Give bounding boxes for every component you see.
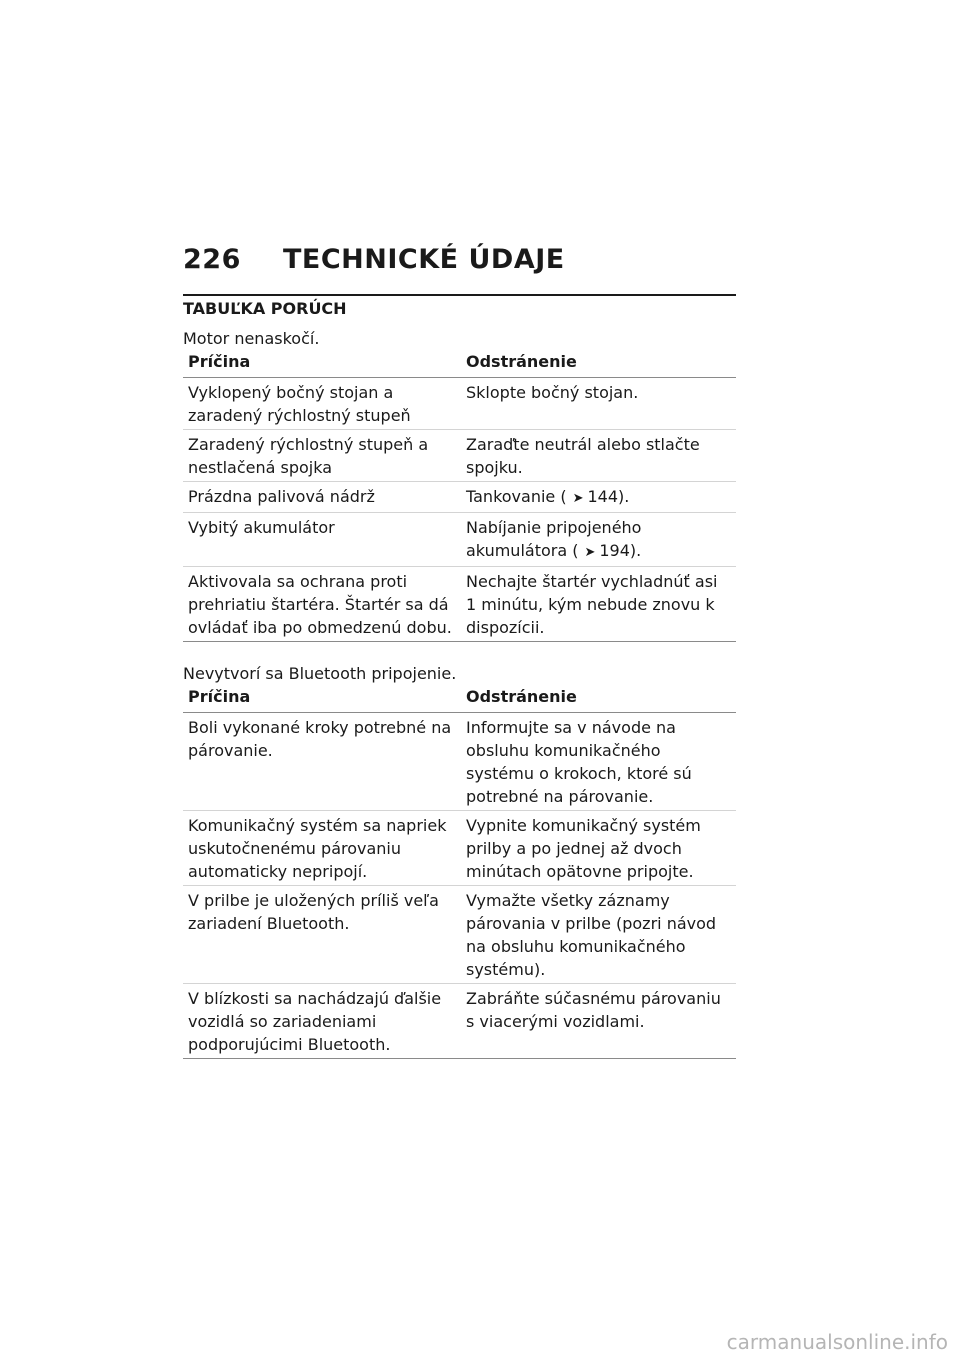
page-number: 226 — [183, 244, 241, 275]
cell-fix: Informujte sa v návode na obsluhu komunikačného systému o krokoch, ktoré sú potrebné na párovanie. — [466, 718, 692, 806]
cell-fix: Vypnite komunikačný systém prilby a po jednej až dvoch minútach opätovne pripojte. — [461, 811, 736, 886]
cell-fix: Zaraďte neutrál alebo stlačte spojku. — [461, 430, 736, 482]
page-header — [183, 244, 565, 275]
table-header-row — [183, 685, 736, 713]
fix-text: Nabíjanie pripojeného akumulátora — [466, 518, 642, 560]
cell-fix: Vymažte všetky záznamy párovania v prilbe (pozri návod na obsluhu komunikačného systému). — [461, 886, 736, 984]
table-row — [183, 886, 736, 984]
table-row — [183, 713, 736, 811]
cell-fix: Sklopte bočný stojan. — [466, 383, 639, 402]
cell-cause: Komunikačný systém sa napriek uskutočnenému párovaniu automaticky nepripojí. — [183, 811, 461, 886]
cell-cause: V blízkosti sa nachádzajú ďalšie vozidlá so zariadeniami podporujúcimi Bluetooth. — [183, 984, 461, 1059]
page-reference-arrow-icon: ➤ — [584, 545, 596, 560]
column-header-fix: Odstránenie — [461, 350, 736, 378]
troubleshooting-table — [183, 350, 736, 642]
cell-cause: Zaradený rýchlostný stupeň a nestlačená spojka — [183, 430, 461, 482]
chapter-title: TECHNICKÉ ÚDAJE — [283, 244, 565, 275]
table-row — [183, 378, 736, 430]
cell-fix: Nechajte štartér vychladnúť asi 1 minútu, kým nebude znovu k dispozícii. — [461, 567, 736, 642]
block-intro: Nevytvorí sa Bluetooth pripojenie. — [183, 664, 457, 683]
column-header-cause: Príčina — [183, 350, 461, 378]
table-row — [183, 811, 736, 886]
table-header-row — [183, 350, 736, 378]
table-row — [183, 513, 736, 567]
watermark: carmanualsonline.info — [726, 1330, 948, 1354]
table-row — [183, 567, 736, 642]
troubleshooting-table — [183, 685, 736, 1059]
page-reference[interactable]: 144 — [587, 487, 619, 506]
cell-cause: Boli vykonané kroky potrebné na párovanie. — [188, 718, 452, 760]
column-header-cause: Príčina — [183, 685, 461, 713]
cell-cause: Vyklopený bočný stojan a zaradený rýchlostný stupeň — [188, 383, 411, 425]
cell-cause: Prázdna palivová nádrž — [183, 482, 461, 513]
cell-fix: Zabráňte súčasnému párovaniu s viacerými vozidlami. — [461, 984, 736, 1059]
cell-cause: Vybitý akumulátor — [183, 513, 461, 567]
page-reference[interactable]: 194 — [599, 541, 630, 560]
section-title: TABUĽKA PORÚCH — [183, 294, 736, 318]
troubleshooting-block-bluetooth — [183, 663, 736, 1059]
table-row — [183, 430, 736, 482]
cell-cause: Aktivovala sa ochrana proti prehriatiu štartéra. Štartér sa dá ovládať iba po obmedzenú dobu. — [183, 567, 461, 642]
cell-fix: Nabíjanie pripojeného akumulátora ( ➤ 194). — [461, 513, 736, 567]
page-reference-arrow-icon: ➤ — [572, 491, 584, 506]
table-row — [183, 482, 736, 513]
cell-fix: Tankovanie ( ➤ 144). — [461, 482, 736, 513]
block-intro: Motor nenaskočí. — [183, 329, 320, 348]
troubleshooting-block-engine — [183, 328, 736, 642]
fix-text: Tankovanie — [466, 487, 556, 506]
cell-cause: V prilbe je uložených príliš veľa zariadení Bluetooth. — [183, 886, 461, 984]
column-header-fix: Odstránenie — [461, 685, 736, 713]
table-row — [183, 984, 736, 1059]
